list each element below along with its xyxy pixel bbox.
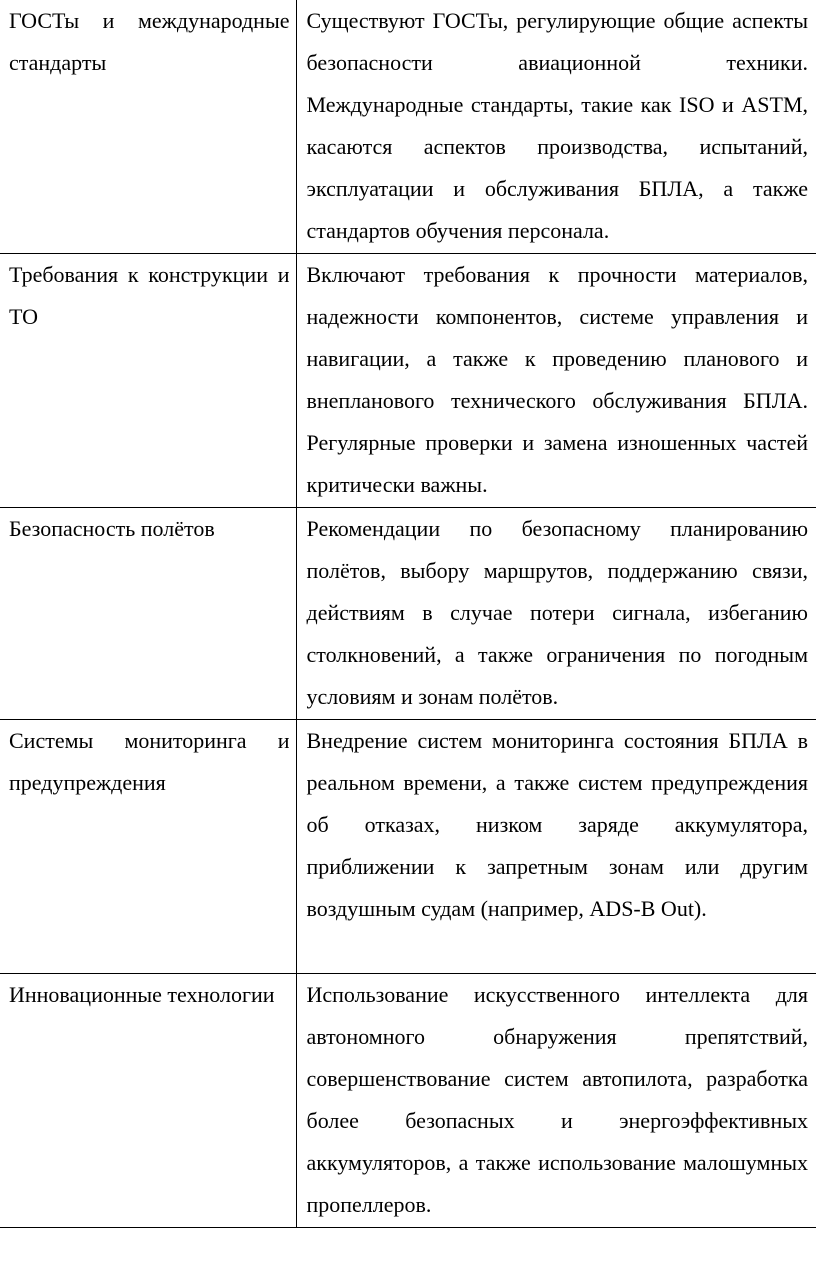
table-row xyxy=(0,974,816,1228)
topic-text: Требования к конструкции и ТО xyxy=(9,262,290,329)
table-row xyxy=(0,508,816,720)
description-text: Рекомендации по безопасному планированию полётов, выбору маршрутов, поддержанию связи, действиям в случае потери сигнала, избеганию столкновений, а также ограничения по погодным условиям и зонам полётов. xyxy=(306,516,808,709)
topic-text: Безопасность полётов xyxy=(9,516,215,541)
topic-cell xyxy=(0,0,296,254)
topic-text: ГОСТы и международные стандарты xyxy=(9,8,290,75)
description-text: Существуют ГОСТы, регулирующие общие аспекты безопасности авиационной техники. Международные стандарты, такие как ISO и ASTM, касаются аспектов производства, испытаний, эксплуатации и обслуживания БПЛА, а также стандартов обучения персонала. xyxy=(306,8,808,243)
description-cell xyxy=(296,508,816,720)
description-text: Внедрение систем мониторинга состояния БПЛА в реальном времени, а также систем предупреждения об отказах, низком заряде аккумулятора, приближении к запретным зонам или другим воздушным судам (например, ADS-B Out). xyxy=(306,728,808,921)
topic-text: Системы мониторинга и предупреждения xyxy=(9,728,290,795)
table-row xyxy=(0,720,816,974)
topic-cell xyxy=(0,254,296,508)
topic-text: Инновационные технологии xyxy=(9,982,275,1007)
table-row xyxy=(0,0,816,254)
table-row xyxy=(0,254,816,508)
description-cell xyxy=(296,720,816,974)
topic-cell xyxy=(0,974,296,1228)
description-text: Включают требования к прочности материалов, надежности компонентов, системе управления и навигации, а также к проведению планового и внепланового технического обслуживания БПЛА. Регулярные проверки и замена изношенных частей критически важны. xyxy=(306,262,808,497)
description-cell xyxy=(296,974,816,1228)
topic-cell xyxy=(0,720,296,974)
description-text: Использование искусственного интеллекта для автономного обнаружения препятствий, совершенствование систем автопилота, разработка более безопасных и энергоэффективных аккумуляторов, а также использование малошумных пропеллеров. xyxy=(306,982,808,1217)
topic-cell xyxy=(0,508,296,720)
description-cell xyxy=(296,0,816,254)
description-cell xyxy=(296,254,816,508)
